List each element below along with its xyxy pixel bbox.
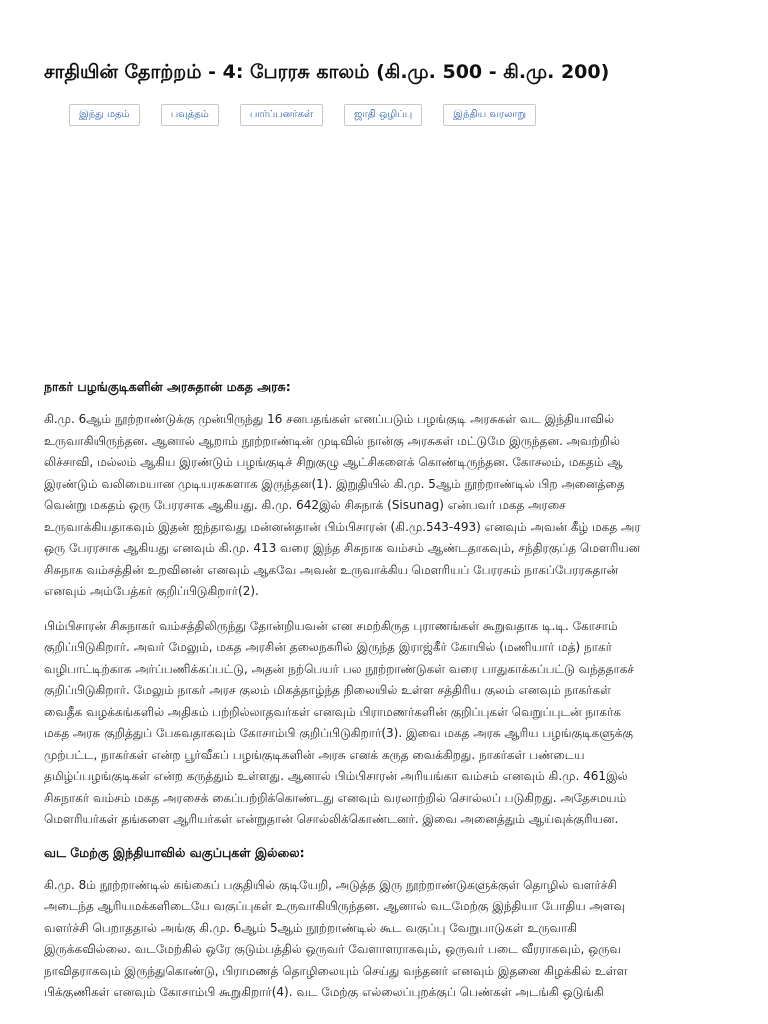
text-line: லிச்சாவி, மல்லம் ஆகிய இரண்டும் பழங்குடிச் சிறுகுழு ஆட்சிகளைக் கொண்டிருந்தன. கோசலம், மகதம் ஆ [44, 455, 623, 469]
tag-buddhism[interactable]: பவுத்தம் [161, 104, 219, 126]
section-heading-naga-kingdom: நாகர் பழங்குடிகளின் அரசுதான் மகத அரசு: [44, 379, 291, 394]
text-line: ஒரு பேரரசாக ஆகியது எனவும் கி.மு. 413 வரை இந்த சிசுநாக வம்சம் ஆண்டதாகவும், சந்திரகுப்த மௌரியன [44, 541, 641, 555]
text-line: வழிபாட்டிற்காக அர்ப்பணிக்கப்பட்டு, அதன் நற்பெயர் பல நூற்றாண்டுகள் வரை பாதுகாக்கப்பட்டு வந்ததாகச் [44, 661, 635, 676]
text-line: வென்று மகதம் ஒரு பேரரசாக ஆகியது. கி.மு. 642இல் சிசுநாக் (Sisunag) என்பவர் மகத அரசை [44, 498, 566, 512]
section-heading-northwest-india: வட மேற்கு இந்தியாவில் வகுப்புகள் இல்லை: [44, 844, 305, 860]
text-line: முற்பட்ட, நாகர்கள் என்ற பூர்வீகப் பழங்குடிகளின் அரசு எனக் கருத வைக்கிறது. நாகர்கள் பண்டைய [44, 747, 585, 762]
paragraph-3 [44, 875, 768, 1004]
text-line: மகத அரசு குறித்துப் பேசுவதாகவும் கோசாம்பி குறிப்பிடுகிறார்(3). இவை மகத அரசு ஆரிய பழங்குடிகளுக்கு [44, 726, 634, 740]
text-line: மௌரியர்கள் தங்களை ஆரியர்கள் என்றுதான் சொல்லிக்கொண்டனர். இவை அனைத்தும் ஆய்வுக்குரியன. [44, 812, 619, 826]
text-line: கி.மு. 8ம் நூற்றாண்டில் கங்கைப் பகுதியில் குடியேறி, அடுத்த இரு நூற்றாண்டுகளுக்குள் தொழில் வளர்ச்சி [44, 877, 617, 892]
text-line: எனவும் அம்பேத்கர் குறிப்பிடுகிறார்(2). [44, 584, 259, 598]
text-line: வளர்ச்சி பெறாததால் அங்கு கி.மு. 6ஆம் 5ஆம் நூற்றாண்டில் கூட வகுப்பு வேறுபாடுகள் உருவாகி [44, 920, 578, 935]
text-line: இரண்டும் வலிமையான முடியரசுகளாக இருந்தன(1). இறுதியில் கி.மு. 5ஆம் நூற்றாண்டில் பிற அனைத்தை [44, 476, 625, 491]
blank-ad-space [44, 128, 768, 378]
text-line: குறிப்பிடுகிறார். அவர் மேலும், மகத அரசின் தலைநகரில் இருந்த இராஜ்கீர் கோயில் (மணியார் மத்) நாகர் [44, 640, 612, 654]
article-title: சாதியின் தோற்றம் - 4: பேரரசு காலம் (கி.மு. 500 - கி.மு. 200) [44, 61, 610, 83]
text-line: நாவிதராகவும் இருந்துகொண்டு, பிராமணத் தொழிலையும் செய்து வந்தனர் எனவும் இதனை கிழக்கில் உள்ள [44, 963, 628, 978]
text-line: பிம்பிசாரன் சிசுநாகர் வம்சத்திலிருந்து தோன்றியவன் என சமற்கிருத புராணங்கள் கூறுவதாக டி.டி. கோசாம் [44, 618, 618, 633]
text-line: குறிப்பிடுகிறார். மேலும் நாகர் அரச குலம் மிகத்தாழ்ந்த நிலையில் உள்ள சத்திரிய குலம் எனவும் நாகர்கள் [44, 683, 611, 697]
text-line: பிக்குணிகள் எனவும் கோசாம்பி கூறுகிறார்(4). வட மேற்கு எல்லைப்புறக்குப் பெண்கள் அடங்கி ஒடுங்கி [44, 985, 604, 999]
text-line: தமிழ்ப்பழங்குடிகள் என்ற கருத்தும் உள்ளது. ஆனால் பிம்பிசாரன் அரியங்கா வம்சம் எனவும் கி.மு. 461இல் [44, 769, 628, 783]
text-line: வைதீக வழக்கங்களில் அதிகம் பற்றில்லாதவர்கள் எனவும் பிராமணர்களின் குறிப்புகள் வெறுப்புடன் நாகர்க [44, 704, 622, 719]
article-page [44, 0, 768, 1024]
paragraph-1 [44, 409, 768, 603]
text-line: உருவாக்கியதாகவும் இதன் ஐந்தாவது மன்னன்தான் பிம்பிசாரன் (கி.மு.543-493) எனவும் அவன் கீழ் மகத அர [44, 519, 641, 534]
tag-hindu-religion[interactable]: இந்து மதம் [69, 104, 140, 126]
text-line: கி.மு. 6ஆம் நூற்றாண்டுக்கு முன்பிருந்து 16 சனபதங்கள் எனப்படும் பழங்குடி அரசுகள் வட இந்தியாவில் [44, 412, 615, 426]
text-line: இருக்கவில்லை. வடமேற்கில் ஒரே குடும்பத்தில் ஒருவர் வேளாளராகவும், ஒருவர் படை வீரராகவும், ஒருவ [44, 942, 621, 956]
text-line: உருவாகியிருந்தன. ஆனால் ஆறாம் நூற்றாண்டின் முடிவில் நான்கு அரசுகள் மட்டுமே இருந்தன. அவற்றில் [44, 433, 620, 448]
tag-caste-abolition[interactable]: ஜாதி ஒழிப்பு [344, 104, 422, 126]
tag-list [69, 102, 768, 128]
paragraph-2 [44, 616, 768, 831]
text-line: சிசுநாக வம்சத்தின் உறவினன் எனவும் ஆகவே அவன் உருவாக்கிய மௌரியப் பேரரசும் நாகப்பேரரசுதான் [44, 562, 619, 577]
text-line: சிசுநாகர் வம்சம் மகத அரசைக் கைப்பற்றிக்கொண்டது எனவும் வரலாற்றில் சொல்லப் படுகிறது. அதேசமயம் [44, 790, 627, 805]
text-line: அடைந்த ஆரியமக்களிடையே வகுப்புகள் உருவாகியிருந்தன. ஆனால் வடமேற்கு இந்தியா போதிய அளவு [44, 899, 626, 913]
tag-indian-history[interactable]: இந்திய வரலாறு [443, 104, 536, 126]
tag-brahmins[interactable]: பார்ப்பனர்கள் [240, 104, 323, 126]
